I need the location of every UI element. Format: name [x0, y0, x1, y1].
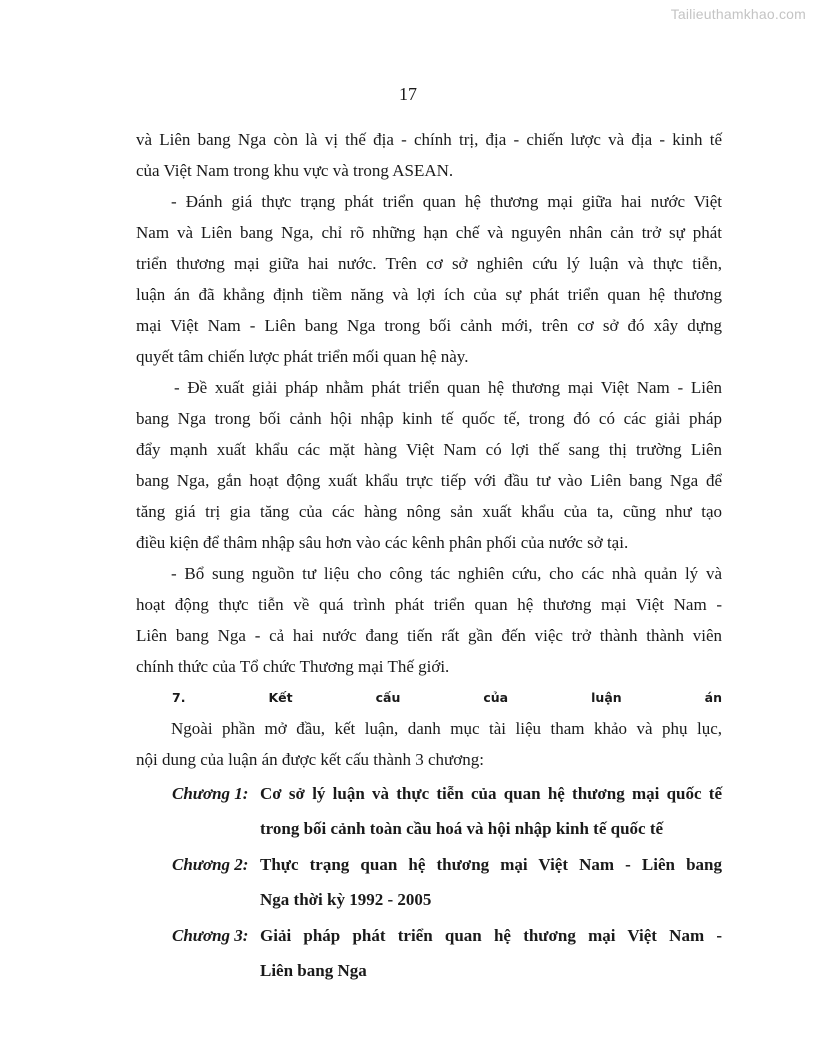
- chapter-label: Chương 2:: [172, 855, 249, 874]
- text-line: chính thức của Tổ chức Thương mại Thế giới.: [136, 657, 450, 676]
- text-line: - Đề xuất giải pháp nhằm phát triển quan hệ thương mại Việt Nam - Liên: [174, 378, 722, 397]
- text-line: Liên bang Nga - cả hai nước đang tiến rất gần đến việc trở thành thành viên: [136, 626, 722, 645]
- text-line: của Việt Nam trong khu vực và trong ASEAN.: [136, 161, 454, 180]
- text-line: - Bổ sung nguồn tư liệu cho công tác nghiên cứu, cho các nhà quản lý và: [171, 564, 722, 583]
- text-line: Thực trạng quan hệ thương mại Việt Nam - Liên bang: [260, 855, 722, 874]
- text-line: Liên bang Nga: [260, 961, 367, 980]
- chapter-item: [136, 776, 722, 846]
- document-body: [136, 124, 722, 988]
- text-line: đẩy mạnh xuất khẩu các mặt hàng Việt Nam có lợi thế sang thị trường Liên: [136, 440, 722, 459]
- paragraph-3: [136, 372, 722, 558]
- paragraph-2: [136, 186, 722, 372]
- text-line: bang Nga trong bối cảnh hội nhập kinh tế quốc tế, trong đó có các giải pháp: [136, 409, 722, 428]
- text-line: nội dung của luận án được kết cấu thành 3 chương:: [136, 750, 484, 769]
- text-line: Ngoài phần mở đầu, kết luận, danh mục tài liệu tham khảo và phụ lục,: [171, 719, 722, 738]
- text-line: - Đánh giá thực trạng phát triển quan hệ thương mại giữa hai nước Việt: [171, 192, 722, 211]
- section-heading: 7. Kết cấu của luận án: [172, 690, 722, 705]
- text-line: Nga thời kỳ 1992 - 2005: [260, 890, 432, 909]
- text-line: hoạt động thực tiễn về quá trình phát triển quan hệ thương mại Việt Nam -: [136, 595, 722, 614]
- text-line: quyết tâm chiến lược phát triển mối quan hệ này.: [136, 347, 469, 366]
- chapter-label: Chương 1:: [172, 784, 249, 803]
- chapter-item: [136, 918, 722, 988]
- text-line: luận án đã khẳng định tiềm năng và lợi ích của sự phát triển quan hệ thương: [136, 285, 722, 304]
- text-line: tăng giá trị gia tăng của các hàng nông sản xuất khẩu của ta, cũng như tạo: [136, 502, 722, 521]
- text-line: và Liên bang Nga còn là vị thế địa - chính trị, địa - chiến lược và địa - kinh tế: [136, 130, 722, 149]
- chapter-title: [260, 918, 722, 988]
- text-line: Giải pháp phát triển quan hệ thương mại Việt Nam -: [260, 926, 722, 945]
- watermark: Tailieuthamkhao.com: [670, 6, 806, 22]
- text-line: mại Việt Nam - Liên bang Nga trong bối cảnh mới, trên cơ sở đó xây dựng: [136, 316, 722, 335]
- text-line: bang Nga, gắn hoạt động xuất khẩu trực tiếp với đầu tư vào Liên bang Nga để: [136, 471, 722, 490]
- text-line: Cơ sở lý luận và thực tiễn của quan hệ thương mại quốc tế: [260, 784, 722, 803]
- chapter-title: [260, 776, 722, 846]
- text-line: Nam và Liên bang Nga, chỉ rõ những hạn chế và nguyên nhân cản trở sự phát: [136, 223, 722, 242]
- text-line: triển thương mại giữa hai nước. Trên cơ sở nghiên cứu lý luận và thực tiễn,: [136, 254, 722, 273]
- page-number: 17: [399, 84, 417, 104]
- intro-paragraph: [136, 713, 722, 775]
- chapter-item: [136, 847, 722, 917]
- chapter-label: Chương 3:: [172, 926, 249, 945]
- paragraph-4: [136, 558, 722, 682]
- text-line: trong bối cảnh toàn cầu hoá và hội nhập kinh tế quốc tế: [260, 819, 664, 838]
- chapter-title: [260, 847, 722, 917]
- text-line: điều kiện để thâm nhập sâu hơn vào các kênh phân phối của nước sở tại.: [136, 533, 629, 552]
- paragraph-1: [136, 124, 722, 186]
